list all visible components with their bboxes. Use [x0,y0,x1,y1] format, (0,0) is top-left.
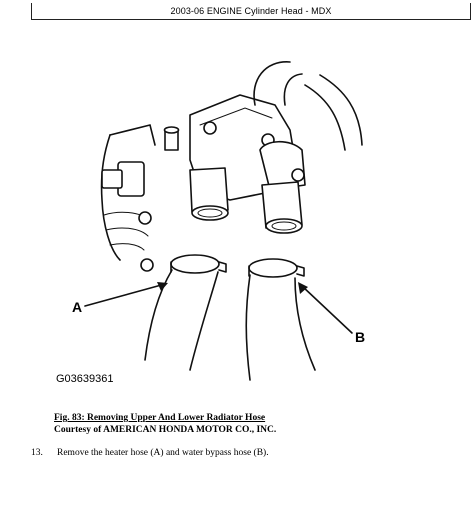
lower-bolt [141,259,153,271]
bolt-left [139,212,151,224]
housing-bolt-1 [204,122,216,134]
procedure-step [31,448,269,458]
figure-code: G03639361 [56,373,114,385]
sensor-connector [102,170,122,188]
clamp-a [171,255,219,273]
page-header [31,3,471,20]
callout-a-label: A [72,299,83,315]
pipe-a-mouth [192,206,228,220]
callout-b-label: B [355,329,366,345]
step-text: Remove the heater hose (A) and water bypass hose (B). [57,448,269,458]
bracket-top [110,125,155,145]
hose-a [145,270,218,370]
bolt-stud-top [165,127,179,133]
caption-credit: Courtesy of AMERICAN HONDA MOTOR CO., INC. [54,425,277,435]
figure-caption [54,412,276,436]
callout-b-arrowhead [298,282,308,294]
callout-b-leader [302,286,352,333]
right-fitting-bolt [292,169,304,181]
upper-hose [254,62,302,105]
caption-title: Fig. 83: Removing Upper And Lower Radiator Hose [54,413,266,423]
hose-b [246,275,315,380]
pipe-b-mouth [266,219,302,233]
step-number: 13. [31,448,43,458]
header-title: 2003-06 ENGINE Cylinder Head - MDX [170,6,332,16]
right-hose [305,75,362,150]
engine-illustration [40,50,440,400]
clamp-b [249,259,297,277]
block-outline [102,135,120,260]
callout-a-leader [85,284,165,306]
